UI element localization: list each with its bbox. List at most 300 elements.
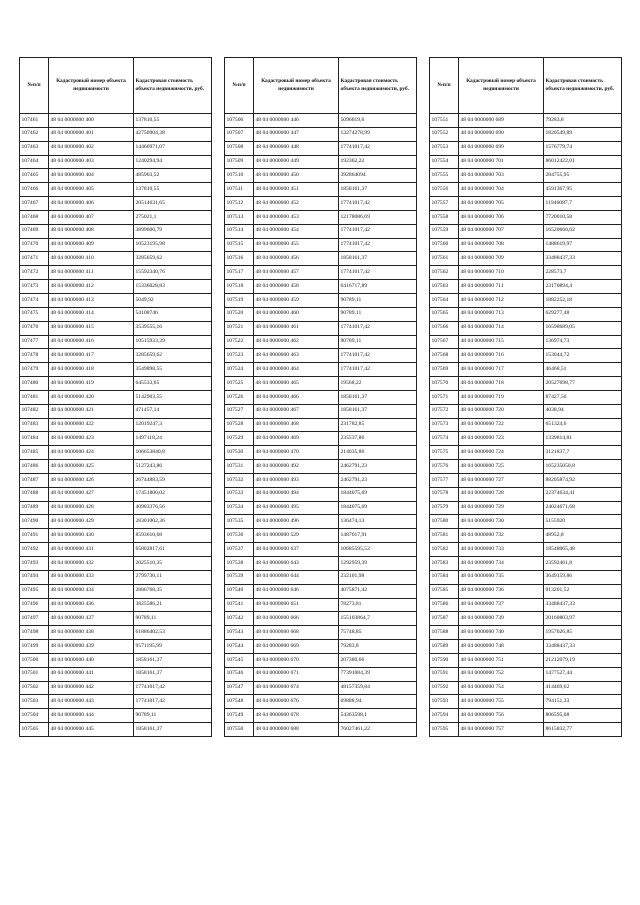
cadastral-number-cell: 48 04 0000000 735 xyxy=(459,570,544,584)
table-row xyxy=(430,141,622,155)
cadastral-value-cell: 23170894,4 xyxy=(544,280,622,294)
cadastral-number-cell: 48 04 0000000 420 xyxy=(49,390,134,404)
table-row xyxy=(225,709,417,723)
cadastral-number-cell: 48 04 0000000 463 xyxy=(254,349,339,363)
cadastral-number-cell: 48 04 0000000 403 xyxy=(49,155,134,169)
row-number-cell: 107561 xyxy=(430,252,459,266)
cadastral-number-cell: 48 04 0000000 703 xyxy=(459,169,544,183)
table-row xyxy=(20,681,212,695)
row-number-cell: 107492 xyxy=(20,543,49,557)
cadastral-value-cell: 22374634,41 xyxy=(544,487,622,501)
row-number-cell: 107520 xyxy=(225,307,254,321)
row-number-cell: 107564 xyxy=(430,293,459,307)
row-number-cell: 107499 xyxy=(20,640,49,654)
table-row xyxy=(20,501,212,515)
cadastral-value-cell: 26744883,59 xyxy=(134,473,212,487)
cadastral-number-cell: 48 04 0000000 705 xyxy=(459,197,544,211)
table-row xyxy=(20,169,212,183)
table-row xyxy=(20,127,212,141)
row-number-cell: 107550 xyxy=(225,723,254,737)
cadastral-value-cell: 17741017,42 xyxy=(339,141,417,155)
table-row xyxy=(20,280,212,294)
table-row xyxy=(430,584,622,598)
cadastral-number-cell: 48 04 0000000 441 xyxy=(49,667,134,681)
cadastral-value-cell: 20160803,97 xyxy=(544,612,622,626)
table-row xyxy=(20,238,212,252)
row-number-cell: 107525 xyxy=(225,377,254,391)
cadastral-number-cell: 48 04 0000000 447 xyxy=(254,127,339,141)
table-row xyxy=(20,612,212,626)
cadastral-value-cell: 87427,56 xyxy=(544,390,622,404)
table-row xyxy=(430,127,622,141)
row-number-cell: 107468 xyxy=(20,210,49,224)
cadastral-value-cell: 3549898,55 xyxy=(134,363,212,377)
cadastral-value-cell: 5096019,6 xyxy=(339,114,417,128)
cadastral-number-cell: 48 04 0000000 449 xyxy=(254,155,339,169)
row-number-cell: 107498 xyxy=(20,626,49,640)
row-number-cell: 107470 xyxy=(20,238,49,252)
table-row xyxy=(20,197,212,211)
row-number-cell: 107519 xyxy=(225,293,254,307)
row-number-cell: 107544 xyxy=(225,640,254,654)
header-cadastral-number: Кадастровый номер объекта недвижимости xyxy=(49,58,134,114)
table-row xyxy=(20,709,212,723)
table-row xyxy=(430,501,622,515)
table-row xyxy=(225,473,417,487)
cadastral-value-cell: 20527698,77 xyxy=(544,377,622,391)
row-number-cell: 107462 xyxy=(20,127,49,141)
row-number-cell: 107488 xyxy=(20,487,49,501)
cadastral-value-cell: 3825586,21 xyxy=(134,598,212,612)
row-number-cell: 107491 xyxy=(20,529,49,543)
cadastral-number-cell: 48 04 0000000 418 xyxy=(49,363,134,377)
table-row xyxy=(20,349,212,363)
table-row xyxy=(20,432,212,446)
table-row xyxy=(20,515,212,529)
cadastral-value-cell: 23592461,8 xyxy=(544,557,622,571)
cadastral-number-cell: 48 04 0000000 446 xyxy=(254,114,339,128)
cadastral-value-cell: 9571195,99 xyxy=(134,640,212,654)
cadastral-number-cell: 48 04 0000000 708 xyxy=(459,238,544,252)
table-row xyxy=(20,626,212,640)
table-row xyxy=(430,335,622,349)
row-number-cell: 107506 xyxy=(225,114,254,128)
cadastral-number-cell: 48 04 0000000 415 xyxy=(49,321,134,335)
cadastral-value-cell: 76027461,22 xyxy=(339,723,417,737)
table-row xyxy=(430,557,622,571)
table-row xyxy=(225,598,417,612)
cadastral-number-cell: 48 04 0000000 407 xyxy=(49,210,134,224)
row-number-cell: 107494 xyxy=(20,570,49,584)
cadastral-value-cell: 13274278,99 xyxy=(339,127,417,141)
cadastral-number-cell: 48 04 0000000 400 xyxy=(49,114,134,128)
table-row xyxy=(430,169,622,183)
cadastral-number-cell: 48 04 0000000 414 xyxy=(49,307,134,321)
header-cadastral-value: Кадастровая стоимость объекта недвижимости, руб. xyxy=(544,58,622,114)
table-row xyxy=(430,723,622,737)
table-row xyxy=(225,515,417,529)
cadastral-number-cell: 48 04 0000000 529 xyxy=(254,529,339,543)
cadastral-value-cell: 3285659,62 xyxy=(134,252,212,266)
table-row xyxy=(225,626,417,640)
row-number-cell: 107539 xyxy=(225,570,254,584)
table-row xyxy=(20,114,212,128)
row-number-cell: 107533 xyxy=(225,487,254,501)
table-row xyxy=(225,197,417,211)
cadastral-number-cell: 48 04 0000000 455 xyxy=(254,238,339,252)
cadastral-value-cell: 12178086,69 xyxy=(339,210,417,224)
row-number-cell: 107504 xyxy=(20,709,49,723)
row-number-cell: 107513 xyxy=(225,210,254,224)
cadastral-number-cell: 48 04 0000000 422 xyxy=(49,418,134,432)
row-number-cell: 107582 xyxy=(430,543,459,557)
table-row xyxy=(20,584,212,598)
row-number-cell: 107588 xyxy=(430,626,459,640)
row-number-cell: 107542 xyxy=(225,612,254,626)
row-number-cell: 107511 xyxy=(225,183,254,197)
row-number-cell: 107471 xyxy=(20,252,49,266)
table-row xyxy=(430,363,622,377)
cadastral-number-cell: 48 04 0000000 427 xyxy=(49,487,134,501)
table-row xyxy=(20,390,212,404)
cadastral-value-cell: 471457,14 xyxy=(134,404,212,418)
table-row xyxy=(430,598,622,612)
cadastral-number-cell: 48 04 0000000 405 xyxy=(49,183,134,197)
cadastral-number-cell: 48 04 0000000 457 xyxy=(254,266,339,280)
cadastral-value-cell: 136474,13 xyxy=(339,515,417,529)
cadastral-value-cell: 24024671,68 xyxy=(544,501,622,515)
cadastral-value-cell: 48157359,84 xyxy=(339,681,417,695)
cadastral-number-cell: 48 04 0000000 429 xyxy=(49,515,134,529)
row-number-cell: 107594 xyxy=(430,709,459,723)
row-number-cell: 107495 xyxy=(20,584,49,598)
cadastral-number-cell: 48 04 0000000 409 xyxy=(49,238,134,252)
table-row xyxy=(20,695,212,709)
cadastral-number-cell: 48 04 0000000 442 xyxy=(49,681,134,695)
table-row xyxy=(20,266,212,280)
cadastral-value-cell: 1844075,69 xyxy=(339,501,417,515)
row-number-cell: 107496 xyxy=(20,598,49,612)
cadastral-value-cell: 65802817,61 xyxy=(134,543,212,557)
row-number-cell: 107483 xyxy=(20,418,49,432)
row-number-cell: 107547 xyxy=(225,681,254,695)
cadastral-value-cell: 78273,81 xyxy=(339,598,417,612)
table-row xyxy=(225,487,417,501)
table-row xyxy=(225,238,417,252)
cadastral-value-cell: 2886768,35 xyxy=(134,584,212,598)
row-number-cell: 107585 xyxy=(430,584,459,598)
table-row xyxy=(430,224,622,238)
table-row xyxy=(430,487,622,501)
cadastral-number-cell: 48 04 0000000 493 xyxy=(254,473,339,487)
cadastral-number-cell: 48 04 0000000 424 xyxy=(49,446,134,460)
table-row xyxy=(20,183,212,197)
cadastral-value-cell: 5155920 xyxy=(544,515,622,529)
cadastral-value-cell: 17741017,42 xyxy=(339,321,417,335)
row-number-cell: 107569 xyxy=(430,363,459,377)
cadastral-number-cell: 48 04 0000000 646 xyxy=(254,584,339,598)
cadastral-value-cell: 1957026,85 xyxy=(544,626,622,640)
row-number-cell: 107515 xyxy=(225,238,254,252)
cadastral-value-cell: 1858161,37 xyxy=(339,183,417,197)
cadastral-value-cell: 1292959,39 xyxy=(339,557,417,571)
table-row xyxy=(20,307,212,321)
row-number-cell: 107524 xyxy=(225,363,254,377)
cadastral-number-cell: 48 04 0000000 417 xyxy=(49,349,134,363)
table-row xyxy=(225,446,417,460)
cadastral-value-cell: 40983376,56 xyxy=(134,501,212,515)
cadastral-value-cell: 1858161,37 xyxy=(134,723,212,737)
table-row xyxy=(20,404,212,418)
cadastral-number-cell: 48 04 0000000 439 xyxy=(49,640,134,654)
row-number-cell: 107538 xyxy=(225,557,254,571)
table-row xyxy=(20,446,212,460)
row-number-cell: 107553 xyxy=(430,141,459,155)
table-row xyxy=(20,377,212,391)
table-row xyxy=(225,653,417,667)
cadastral-number-cell: 48 04 0000000 431 xyxy=(49,543,134,557)
cadastral-value-cell: 17741017,42 xyxy=(339,224,417,238)
table-row xyxy=(20,473,212,487)
cadastral-value-cell: 88205874,92 xyxy=(544,473,622,487)
cadastral-number-cell: 48 04 0000000 456 xyxy=(254,252,339,266)
table-row xyxy=(430,183,622,197)
row-number-cell: 107463 xyxy=(20,141,49,155)
cadastral-number-cell: 48 04 0000000 436 xyxy=(49,598,134,612)
table-row xyxy=(20,210,212,224)
cadastral-number-cell: 48 04 0000000 452 xyxy=(254,197,339,211)
cadastral-number-cell: 48 04 0000000 690 xyxy=(459,127,544,141)
table-row xyxy=(430,321,622,335)
cadastral-value-cell: 90789,11 xyxy=(134,612,212,626)
cadastral-number-cell: 48 04 0000000 666 xyxy=(254,612,339,626)
cadastral-number-cell: 48 04 0000000 445 xyxy=(49,723,134,737)
table-row xyxy=(430,377,622,391)
cadastral-number-cell: 48 04 0000000 740 xyxy=(459,626,544,640)
header-num: №п/п xyxy=(20,58,49,114)
row-number-cell: 107479 xyxy=(20,363,49,377)
cadastral-value-cell: 33488437,33 xyxy=(544,640,622,654)
row-number-cell: 107565 xyxy=(430,307,459,321)
table-row xyxy=(430,114,622,128)
row-number-cell: 107510 xyxy=(225,169,254,183)
cadastral-number-cell: 48 04 0000000 453 xyxy=(254,210,339,224)
row-number-cell: 107584 xyxy=(430,570,459,584)
header-cadastral-value: Кадастровая стоимость объекта недвижимости, руб. xyxy=(339,58,417,114)
cadastral-value-cell: 192362,22 xyxy=(339,155,417,169)
cadastral-value-cell: 17741017,42 xyxy=(339,349,417,363)
cadastral-value-cell: 33488437,33 xyxy=(544,252,622,266)
table-row xyxy=(430,197,622,211)
cadastral-value-cell: 3649159,86 xyxy=(544,570,622,584)
cadastral-number-cell: 48 04 0000000 689 xyxy=(459,114,544,128)
cadastral-number-cell: 48 04 0000000 699 xyxy=(459,141,544,155)
cadastral-number-cell: 48 04 0000000 450 xyxy=(254,169,339,183)
row-number-cell: 107595 xyxy=(430,723,459,737)
cadastral-value-cell: 90789,11 xyxy=(339,307,417,321)
row-number-cell: 107529 xyxy=(225,432,254,446)
row-number-cell: 107476 xyxy=(20,321,49,335)
table-row xyxy=(225,349,417,363)
row-number-cell: 107559 xyxy=(430,224,459,238)
cadastral-number-cell: 48 04 0000000 751 xyxy=(459,653,544,667)
cadastral-number-cell: 48 04 0000000 402 xyxy=(49,141,134,155)
row-number-cell: 107505 xyxy=(20,723,49,737)
cadastral-number-cell: 48 04 0000000 712 xyxy=(459,293,544,307)
table-row xyxy=(430,695,622,709)
cadastral-number-cell: 48 04 0000000 413 xyxy=(49,293,134,307)
cadastral-value-cell: 15592340,76 xyxy=(134,266,212,280)
table-row xyxy=(430,293,622,307)
cadastral-number-cell: 48 04 0000000 444 xyxy=(49,709,134,723)
row-number-cell: 107527 xyxy=(225,404,254,418)
cadastral-number-cell: 48 04 0000000 730 xyxy=(459,515,544,529)
row-number-cell: 107521 xyxy=(225,321,254,335)
cadastral-value-cell: 1488619,97 xyxy=(544,238,622,252)
cadastral-number-cell: 48 04 0000000 676 xyxy=(254,695,339,709)
cadastral-value-cell: 629277,48 xyxy=(544,307,622,321)
cadastral-value-cell: 1858161,37 xyxy=(339,252,417,266)
row-number-cell: 107486 xyxy=(20,460,49,474)
table-row xyxy=(20,224,212,238)
table-row xyxy=(225,377,417,391)
cadastral-value-cell: 10685595,52 xyxy=(339,543,417,557)
row-number-cell: 107560 xyxy=(430,238,459,252)
table-row xyxy=(20,335,212,349)
table-row xyxy=(225,293,417,307)
row-number-cell: 107591 xyxy=(430,667,459,681)
cadastral-number-cell: 48 04 0000000 462 xyxy=(254,335,339,349)
cadastral-value-cell: 275021,1 xyxy=(134,210,212,224)
table-row xyxy=(225,141,417,155)
cadastral-value-cell: 90789,11 xyxy=(134,709,212,723)
row-number-cell: 107523 xyxy=(225,349,254,363)
row-number-cell: 107528 xyxy=(225,418,254,432)
row-number-cell: 107530 xyxy=(225,446,254,460)
cadastral-value-cell: 3121837,7 xyxy=(544,446,622,460)
cadastral-number-cell: 48 04 0000000 428 xyxy=(49,501,134,515)
cadastral-value-cell: 90789,11 xyxy=(339,335,417,349)
table-row xyxy=(225,404,417,418)
cadastral-value-cell: 3899600,79 xyxy=(134,224,212,238)
cadastral-value-cell: 4075871,42 xyxy=(339,584,417,598)
cadastral-value-cell: 79283,8 xyxy=(544,114,622,128)
table-row xyxy=(225,418,417,432)
table-row xyxy=(430,446,622,460)
row-number-cell: 107497 xyxy=(20,612,49,626)
cadastral-value-cell: 913201,52 xyxy=(544,584,622,598)
cadastral-value-cell: 19568,22 xyxy=(339,377,417,391)
cadastral-value-cell: 651324,6 xyxy=(544,418,622,432)
cadastral-number-cell: 48 04 0000000 411 xyxy=(49,266,134,280)
cadastral-number-cell: 48 04 0000000 717 xyxy=(459,363,544,377)
row-number-cell: 107502 xyxy=(20,681,49,695)
table-row xyxy=(430,460,622,474)
row-number-cell: 107541 xyxy=(225,598,254,612)
table-header-row xyxy=(430,58,622,114)
cadastral-value-cell: 17741017,42 xyxy=(134,681,212,695)
table-row xyxy=(225,127,417,141)
row-number-cell: 107480 xyxy=(20,377,49,391)
cadastral-number-cell: 48 04 0000000 725 xyxy=(459,460,544,474)
cadastral-number-cell: 48 04 0000000 469 xyxy=(254,432,339,446)
cadastral-number-cell: 48 04 0000000 644 xyxy=(254,570,339,584)
table-row xyxy=(20,321,212,335)
cadastral-number-cell: 48 04 0000000 733 xyxy=(459,543,544,557)
table-row xyxy=(430,432,622,446)
table-row xyxy=(430,626,622,640)
cadastral-number-cell: 48 04 0000000 408 xyxy=(49,224,134,238)
cadastral-number-cell: 48 04 0000000 714 xyxy=(459,321,544,335)
cadastral-number-cell: 48 04 0000000 433 xyxy=(49,570,134,584)
table-row xyxy=(430,529,622,543)
row-number-cell: 107580 xyxy=(430,515,459,529)
table-row xyxy=(225,169,417,183)
cadastral-number-cell: 48 04 0000000 724 xyxy=(459,446,544,460)
cadastral-value-cell: 235537,86 xyxy=(339,432,417,446)
row-number-cell: 107576 xyxy=(430,460,459,474)
cadastral-value-cell: 2025510,35 xyxy=(134,557,212,571)
cadastral-number-cell: 48 04 0000000 718 xyxy=(459,377,544,391)
row-number-cell: 107571 xyxy=(430,390,459,404)
cadastral-number-cell: 48 04 0000000 401 xyxy=(49,127,134,141)
cadastral-table-2 xyxy=(224,57,417,737)
header-cadastral-number: Кадастровый номер объекта недвижимости xyxy=(459,58,544,114)
row-number-cell: 107534 xyxy=(225,501,254,515)
cadastral-value-cell: 90789,11 xyxy=(339,293,417,307)
table-row xyxy=(225,183,417,197)
cadastral-value-cell: 17741017,42 xyxy=(339,238,417,252)
cadastral-value-cell: 21212079,19 xyxy=(544,653,622,667)
row-number-cell: 107489 xyxy=(20,501,49,515)
table-row xyxy=(225,210,417,224)
cadastral-number-cell: 48 04 0000000 729 xyxy=(459,501,544,515)
table-row xyxy=(225,501,417,515)
cadastral-number-cell: 48 04 0000000 468 xyxy=(254,418,339,432)
cadastral-number-cell: 48 04 0000000 720 xyxy=(459,404,544,418)
table-row xyxy=(20,570,212,584)
table-row xyxy=(20,487,212,501)
table-row xyxy=(430,709,622,723)
row-number-cell: 107508 xyxy=(225,141,254,155)
cadastral-value-cell: 17741017,42 xyxy=(339,266,417,280)
table-row xyxy=(430,390,622,404)
cadastral-value-cell: 2462791,23 xyxy=(339,460,417,474)
cadastral-number-cell: 48 04 0000000 448 xyxy=(254,141,339,155)
table-row xyxy=(225,543,417,557)
row-number-cell: 107526 xyxy=(225,390,254,404)
cadastral-value-cell: 75748,85 xyxy=(339,626,417,640)
cadastral-number-cell: 48 04 0000000 466 xyxy=(254,390,339,404)
cadastral-number-cell: 48 04 0000000 710 xyxy=(459,266,544,280)
cadastral-value-cell: 1576779,74 xyxy=(544,141,622,155)
row-number-cell: 107572 xyxy=(430,404,459,418)
cadastral-number-cell: 48 04 0000000 404 xyxy=(49,169,134,183)
cadastral-value-cell: 8593610,68 xyxy=(134,529,212,543)
row-number-cell: 107472 xyxy=(20,266,49,280)
table-row xyxy=(430,155,622,169)
row-number-cell: 107531 xyxy=(225,460,254,474)
cadastral-number-cell: 48 04 0000000 737 xyxy=(459,598,544,612)
table-row xyxy=(20,557,212,571)
cadastral-value-cell: 10515933,39 xyxy=(134,335,212,349)
cadastral-value-cell: 2462791,23 xyxy=(339,473,417,487)
table-row xyxy=(225,335,417,349)
table-row xyxy=(225,723,417,737)
cadastral-value-cell: 1477527,44 xyxy=(544,667,622,681)
cadastral-number-cell: 48 04 0000000 461 xyxy=(254,321,339,335)
cadastral-number-cell: 48 04 0000000 727 xyxy=(459,473,544,487)
